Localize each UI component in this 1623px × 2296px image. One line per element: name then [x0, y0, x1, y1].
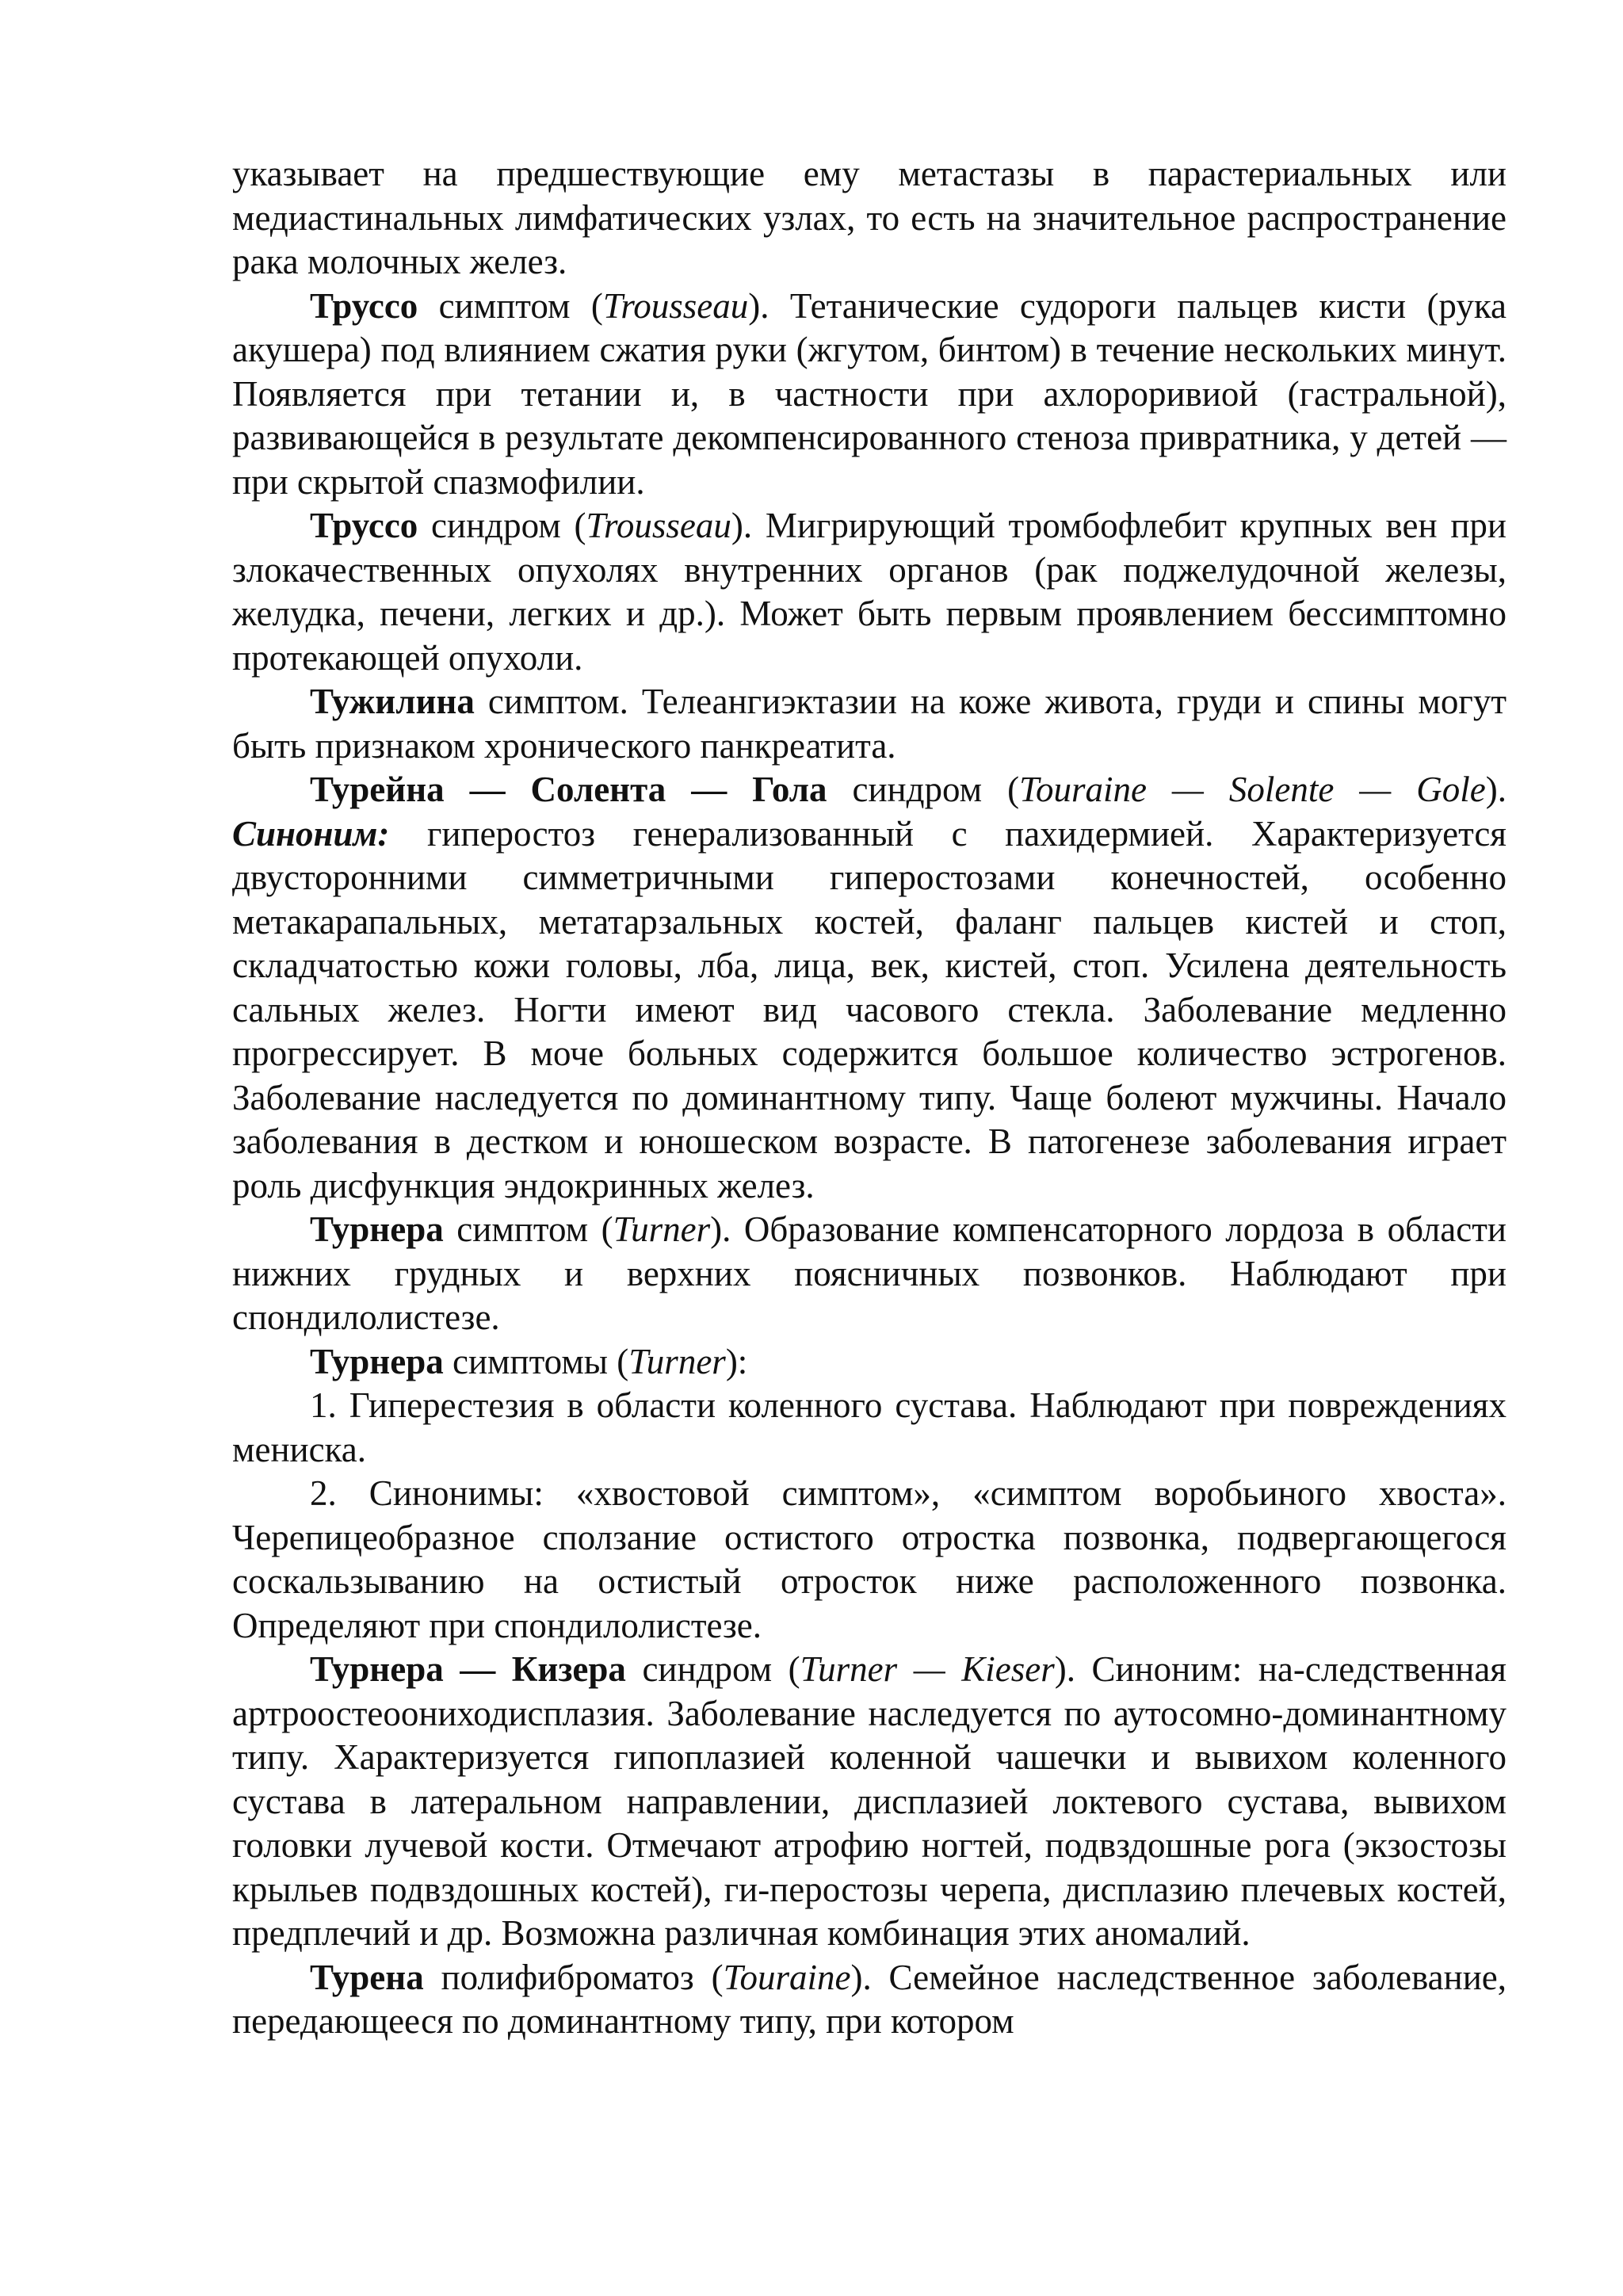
- latin-name: Trousseau: [586, 506, 731, 545]
- body-text: синдром (: [418, 506, 586, 545]
- body-text: ).: [1485, 770, 1507, 809]
- term-name: Турейна — Солента — Гола: [310, 770, 827, 809]
- body-text: симптом. Телеангиэктазии на коже живота, груди и спины могут быть признаком хронического панкреатита.: [232, 682, 1507, 766]
- body-text: ). Синоним: на-следственная артроостеоониходисплазия. Заболевание наследуется по аутосомно-доминантному типу. Характеризуется гипоплазией коленной чашечки и вывихом коленного сустава в латеральном направлении, дисплазией локтевого сустава, вывихом головки лучевой кости. Отмечают атрофию ногтей, подвздошные рога (экзостозы крыльев подвздошных костей), ги-перостозы черепа, дисплазию плечевых костей, предплечий и др. Возможна различная комбинация этих аномалий.: [232, 1649, 1507, 1953]
- body-text: гиперостоз генерализованный с пахидермией. Характеризуется двусторонними симметричными гиперостозами конечностей, особенно метакарапальных, метатарзальных костей, фаланг пальцев кистей и стоп, складчатостью кожи головы, лба, лица, век, кистей, стоп. Усилена деятельность сальных желез. Ногти имеют вид часового стекла. Заболевание медленно прогрессирует. В моче больных содержится большое количество эстрогенов. Заболевание наследуется по доминантному типу. Чаще болеют мужчины. Начало заболевания в дестком и юношеском возрасте. В патогенезе заболевания играет роль дисфункция эндокринных желез.: [232, 813, 1507, 1205]
- latin-name: Turner — Kieser: [800, 1649, 1055, 1689]
- term-name: Труссо: [310, 285, 418, 326]
- document-page: [232, 152, 1507, 2044]
- body-text: указывает на предшествующие ему метастазы в парастериальных или медиастинальных лимфатических узлах, то есть на значительное распространение рака молочных желез.: [232, 154, 1507, 281]
- body-text: симптом (: [418, 285, 603, 326]
- body-text: 2. Синонимы: «хвостовой симптом», «симптом воробьиного хвоста». Черепицеобразное сползание остистого отростка позвонка, подвергающегося соскальзыванию на остистый отросток ниже расположенного позвонка. Определяют при спондилолистезе.: [232, 1473, 1507, 1645]
- latin-name: Trousseau: [602, 285, 749, 326]
- term-name: Турнера — Кизера: [310, 1649, 626, 1689]
- latin-name: Touraine — Solente — Gole: [1019, 770, 1486, 809]
- body-text: ). Тетанические судороги пальцев кисти (рука акушера) под влиянием сжатия руки (жгутом, бинтом) в течение нескольких минут. Появляется при тетании и, в частности при ахлороривиой (гастральной), развивающейся в результате декомпенсированного стеноза привратника, у детей — при скрытой спазмофилии.: [232, 285, 1507, 502]
- paragraph-trousseau-symptom: [232, 285, 1507, 505]
- term-name: Турнера: [310, 1341, 444, 1381]
- body-text: симптом (: [443, 1209, 613, 1249]
- term-name: Турнера: [310, 1209, 444, 1249]
- body-text: полифиброматоз (: [423, 1957, 724, 1997]
- paragraph-touraine-solente-gole: [232, 768, 1507, 1208]
- term-name: Турена: [310, 1957, 424, 1997]
- paragraph-turner-item-2: [232, 1472, 1507, 1648]
- synonym-label: Синоним:: [232, 813, 390, 854]
- latin-name: Turner: [628, 1341, 726, 1381]
- paragraph-touraine-polyfibromatosis: [232, 1956, 1507, 2044]
- term-name: Труссо: [310, 506, 418, 545]
- paragraph-continuation: [232, 152, 1507, 285]
- body-text: синдром (: [625, 1649, 800, 1689]
- latin-name: Touraine: [723, 1957, 851, 1997]
- paragraph-turner-symptom: [232, 1208, 1507, 1340]
- body-text: ). Образование компенсаторного лордоза в области нижних грудных и верхних поясничных позвонков. Наблюдают при спондилолистезе.: [232, 1209, 1507, 1337]
- body-text: ). Семейное наследственное заболевание, передающееся по доминантному типу, при котором: [232, 1957, 1507, 2041]
- paragraph-tuzhilin-symptom: [232, 680, 1507, 768]
- body-text: симптомы (: [443, 1341, 629, 1381]
- latin-name: Turner: [613, 1209, 711, 1249]
- body-text: ). Мигрирующий тромбофлебит крупных вен при злокачественных опухолях внутренних органов (рак поджелудочной железы, желудка, печени, легких и др.). Может быть первым проявлением бессимптомно протекающей опухоли.: [232, 506, 1507, 678]
- body-text: 1. Гиперестезия в области коленного сустава. Наблюдают при повреждениях мениска.: [232, 1385, 1507, 1469]
- body-text: синдром (: [827, 770, 1020, 809]
- paragraph-turner-symptoms: [232, 1340, 1507, 1385]
- paragraph-trousseau-syndrome: [232, 504, 1507, 680]
- paragraph-turner-kieser: [232, 1648, 1507, 1956]
- body-text: ):: [725, 1341, 748, 1381]
- paragraph-turner-item-1: [232, 1384, 1507, 1472]
- term-name: Тужилина: [310, 682, 475, 721]
